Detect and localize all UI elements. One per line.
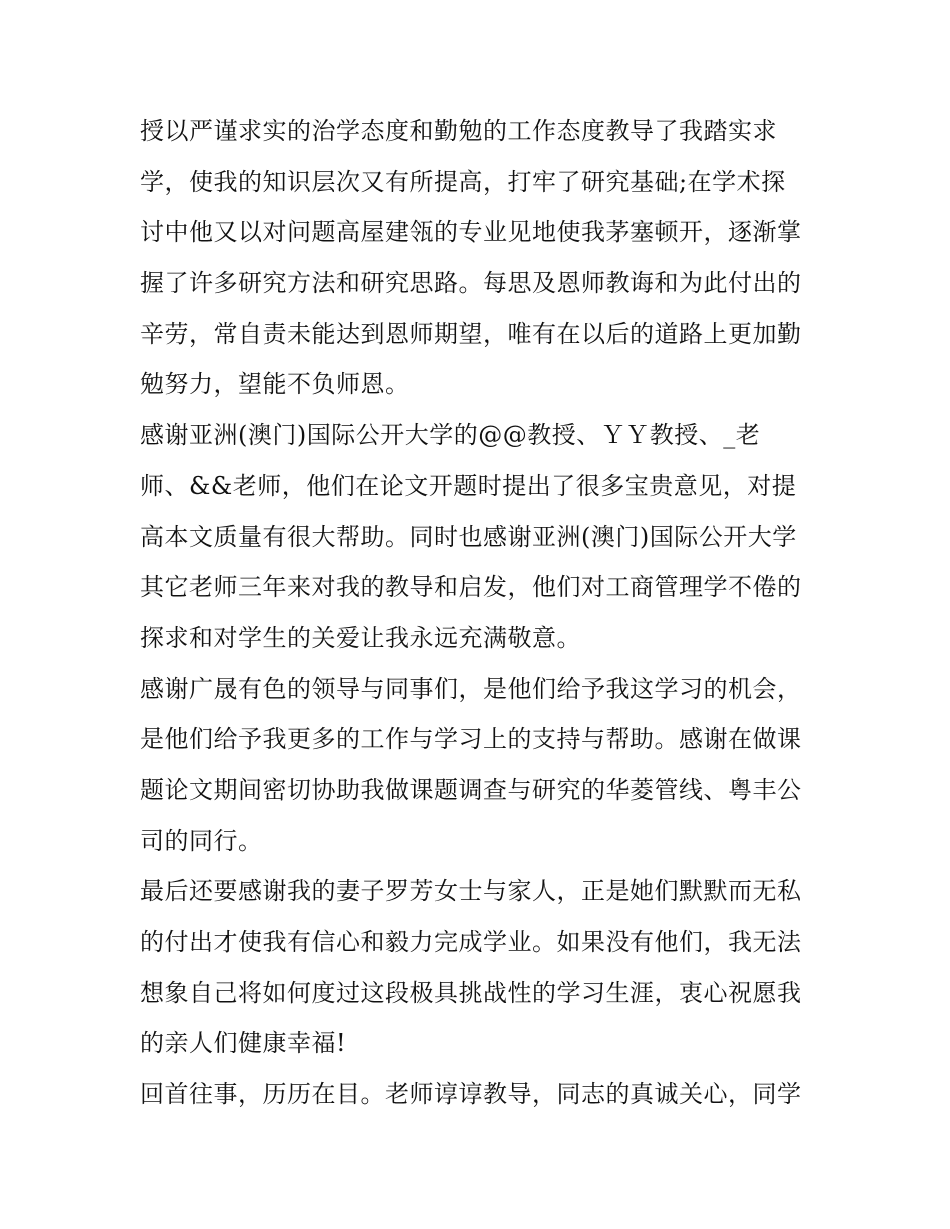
text-line: 回首往事，历历在目。老师谆谆教导，同志的真诚关心，同学 bbox=[140, 1080, 802, 1109]
text-line: 的付出才使我有信心和毅力完成学业。如果没有他们，我无法 bbox=[140, 928, 802, 956]
text-line: 的亲人们健康幸福! bbox=[140, 1029, 347, 1058]
text-line: 感谢亚洲(澳门)国际公开大学的@@教授、ＹＹ教授、_老 bbox=[140, 421, 761, 450]
text-line: 最后还要感谢我的妻子罗芳女士与家人，正是她们默默而无私 bbox=[140, 877, 802, 906]
text-line: 师、&&老师，他们在论文开题时提出了很多宝贵意见，对提 bbox=[140, 471, 797, 500]
paragraph-looking-back bbox=[140, 1069, 812, 1120]
text-line: 是他们给予我更多的工作与学习上的支持与帮助。感谢在做课 bbox=[140, 725, 802, 754]
document-body bbox=[140, 106, 812, 1120]
text-line: 学，使我的知识层次又有所提高，打牢了研究基础;在学术探 bbox=[140, 167, 786, 196]
text-line: 想象自己将如何度过这段极具挑战性的学习生涯，衷心祝愿我 bbox=[140, 978, 802, 1007]
text-line: 题论文期间密切协助我做课题调查与研究的华菱管线、粤丰公 bbox=[140, 775, 802, 804]
text-line: 辛劳，常自责未能达到恩师期望，唯有在以后的道路上更加勤 bbox=[140, 319, 802, 348]
text-line: 握了许多研究方法和研究思路。每思及恩师教诲和为此付出的 bbox=[140, 269, 802, 298]
text-line: 授以严谨求实的治学态度和勤勉的工作态度教导了我踏实求 bbox=[140, 117, 777, 145]
paragraph-colleagues-thanks bbox=[140, 664, 812, 867]
text-line: 讨中他又以对问题高屋建瓴的专业见地使我茅塞顿开，逐渐掌 bbox=[140, 218, 802, 247]
paragraph-advisor-thanks-continued bbox=[140, 106, 812, 410]
text-line: 其它老师三年来对我的教导和启发，他们对工商管理学不倦的 bbox=[140, 573, 802, 602]
text-line: 司的同行。 bbox=[140, 826, 263, 855]
text-line: 高本文质量有很大帮助。同时也感谢亚洲(澳门)国际公开大学 bbox=[140, 522, 797, 551]
paragraph-family-thanks bbox=[140, 866, 812, 1069]
paragraph-university-thanks bbox=[140, 410, 812, 663]
text-line: 感谢广晟有色的领导与同事们，是他们给予我这学习的机会， bbox=[140, 674, 802, 703]
text-line: 勉努力，望能不负师恩。 bbox=[140, 370, 410, 399]
text-line: 探求和对学生的关爱让我永远充满敬意。 bbox=[140, 623, 581, 652]
